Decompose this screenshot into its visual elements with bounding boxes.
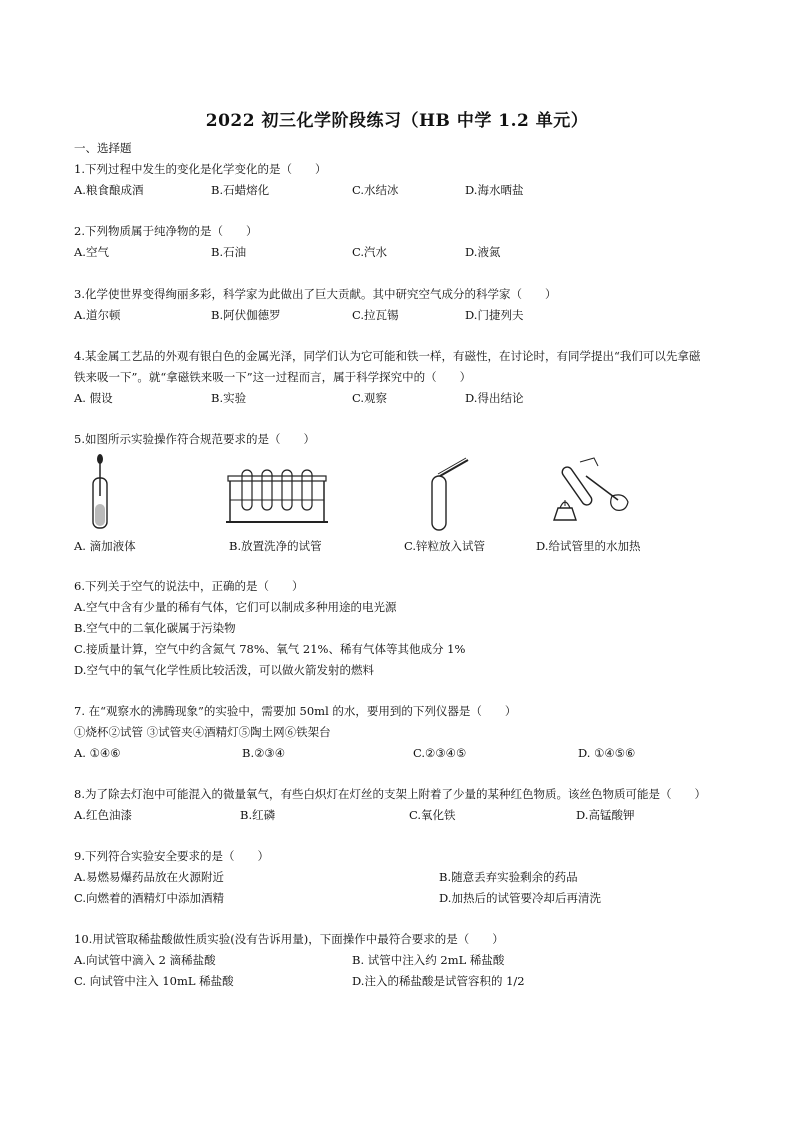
q10-option-d: D.注入的稀盐酸是试管容积的 1/2 [352,974,525,988]
q1-option-a: A.粮食酿成酒 [74,183,144,197]
question-1-stem: 1.下列过程中发生的变化是化学变化的是（ ） [74,162,327,176]
q2-option-c: C.汽水 [352,245,388,259]
q7-option-d: D. ①④⑤⑥ [578,746,636,760]
figure-c-zinc-into-test-tube [428,456,472,532]
q8-option-b: B.红磷 [240,808,276,822]
q6-option-a: A.空气中含有少量的稀有气体，它们可以制成多种用途的电光源 [74,600,397,614]
q4-option-c: C.观察 [352,391,388,405]
question-10-stem: 10.用试管取稀盐酸做性质实验(没有告诉用量)，下面操作中最符合要求的是（ ） [74,932,504,946]
q8-option-d: D.高锰酸钾 [576,808,635,822]
q6-option-c: C.接质量计算，空气中约含氮气 78%、氧气 21%、稀有气体等其他成分 1% [74,642,466,656]
q9-option-d: D.加热后的试管要冷却后再清洗 [439,891,601,905]
q9-option-b: B.随意丢弃实验剩余的药品 [439,870,578,884]
q10-option-c: C. 向试管中注入 10mL 稀盐酸 [74,974,234,988]
q3-option-a: A.道尔顿 [74,308,121,322]
q10-option-a: A.向试管中滴入 2 滴稀盐酸 [74,953,216,967]
q1-option-b: B.石蜡熔化 [211,183,270,197]
q6-option-d: D.空气中的氧气化学性质比较活泼，可以做火箭发射的燃料 [74,663,374,677]
q4-option-d: D.得出结论 [465,391,524,405]
question-5-stem: 5.如图所示实验操作符合规范要求的是（ ） [74,432,315,446]
question-9-stem: 9.下列符合实验安全要求的是（ ） [74,849,269,863]
q2-option-b: B.石油 [211,245,247,259]
section-heading: 一、选择题 [74,141,132,155]
q3-option-b: B.阿伏伽德罗 [211,308,281,322]
figure-a-dropper-test-tube [82,452,118,532]
question-7-stem-line1: 7. 在“观察水的沸腾现象”的实验中，需要加 50ml 的水，要用到的下列仪器是（ ） [74,704,517,718]
q3-option-c: C.拉瓦锡 [352,308,399,322]
question-8-stem: 8.为了除去灯泡中可能混入的微量氧气，有些白炽灯在灯丝的支架上附着了少量的某种红色物质。该丝色物质可能是（ ） [74,787,706,801]
q6-option-b: B.空气中的二氧化碳属于污染物 [74,621,236,635]
q7-option-c: C.②③④⑤ [413,746,467,760]
page-title: 2022 初三化学阶段练习（HB 中学 1.2 单元） [205,111,589,131]
q3-option-d: D.门捷列夫 [465,308,524,322]
q10-option-b: B. 试管中注入约 2mL 稀盐酸 [352,953,505,967]
figure-b-test-tube-rack [226,470,328,528]
question-4-stem-line2: 铁来吸一下”。就“拿磁铁来吸一下”这一过程而言，属于科学探究中的（ ） [74,370,472,384]
q8-option-c: C.氧化铁 [409,808,456,822]
question-7-stem-line2: ①烧杯②试管 ③试管夹④酒精灯⑤陶土网⑥铁架台 [74,725,331,739]
q2-option-a: A.空气 [74,245,109,259]
q4-option-b: B.实验 [211,391,247,405]
q8-option-a: A.红色油漆 [74,808,132,822]
q2-option-d: D.液氮 [465,245,501,259]
q4-option-a: A. 假设 [74,391,113,405]
question-2-stem: 2.下列物质属于纯净物的是（ ） [74,224,258,238]
figure-d-heating-test-tube [546,456,632,526]
question-6-stem: 6.下列关于空气的说法中，正确的是（ ） [74,579,304,593]
q5-option-b: B.放置洗净的试管 [229,539,322,553]
q1-option-c: C.水结冰 [352,183,399,197]
question-4-stem-line1: 4.某金属工艺品的外观有银白色的金属光泽，同学们认为它可能和铁一样，有磁性，在讨论时，有同学提出“我们可以先拿磁 [74,349,701,363]
q1-option-d: D.海水晒盐 [465,183,524,197]
q5-option-d: D.给试管里的水加热 [536,539,641,553]
q7-option-a: A. ①④⑥ [74,746,121,760]
question-3-stem: 3.化学使世界变得绚丽多彩，科学家为此做出了巨大贡献。其中研究空气成分的科学家（ ） [74,287,557,301]
q5-option-a: A. 滴加液体 [74,539,136,553]
q9-option-c: C.向燃着的酒精灯中添加酒精 [74,891,225,905]
q5-option-c: C.锌粒放入试管 [404,539,486,553]
q7-option-b: B.②③④ [242,746,286,760]
q9-option-a: A.易燃易爆药品放在火源附近 [74,870,224,884]
